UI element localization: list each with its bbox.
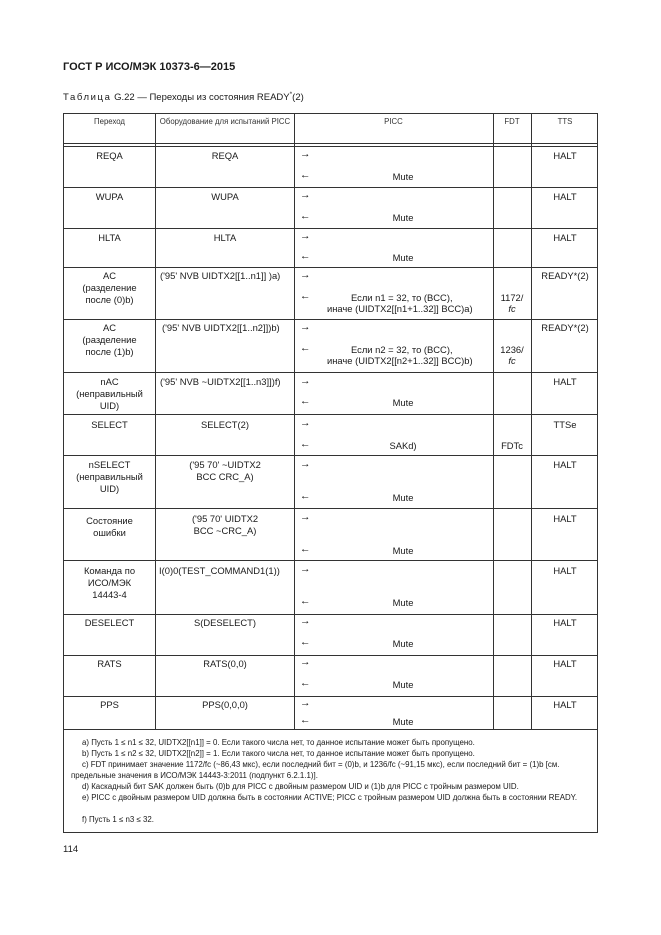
tts-cell: HALT <box>553 513 577 524</box>
pcd-cell: ('95 70' ~UIDTX2 <box>189 459 261 470</box>
footnote-a: a) Пусть 1 ≤ n1 ≤ 32, UIDTX2[[n1]] = 0. Если такого числа нет, то данное испытание может быть пропущено. <box>82 738 475 747</box>
row-divider <box>64 655 597 656</box>
arrow-left-icon: ← <box>300 490 311 502</box>
tts-cell: HALT <box>553 150 577 161</box>
picc-cell: Если n2 = 32, то (BCC), <box>351 344 453 355</box>
arrow-left-icon: ← <box>300 636 311 648</box>
col-header-transition: Переход <box>94 117 125 126</box>
arrow-left-icon: ← <box>300 250 311 262</box>
transition-cell: (разделение <box>82 334 137 345</box>
arrow-right-icon: → <box>300 375 311 387</box>
fdt-cell: 1172/ <box>500 292 524 303</box>
pcd-cell: ('95' NVB UIDTX2[[1..n1]] )a) <box>160 270 281 281</box>
transition-cell: WUPA <box>95 191 124 202</box>
transition-cell: ошибки <box>93 527 126 538</box>
row-divider <box>64 560 597 561</box>
picc-cell: Mute <box>392 597 414 608</box>
caption-label: Таблица <box>63 92 112 103</box>
tts-cell: HALT <box>553 232 577 243</box>
table-caption <box>63 92 304 103</box>
transition-cell: DESELECT <box>84 617 135 628</box>
transition-cell: 14443-4 <box>92 589 127 600</box>
picc-cell: Mute <box>392 679 414 690</box>
arrow-right-icon: → <box>300 417 311 429</box>
fdt-cell: 1236/ <box>500 344 524 355</box>
transition-cell: REQA <box>96 150 123 161</box>
pcd-cell: ('95' NVB ~UIDTX2[[1..n3]])f) <box>160 376 281 387</box>
footnote-d: d) Каскадный бит SAK должен быть (0)b для PICC с двойным размером UID и (1)b для PICC с тройным размером UID. <box>82 782 519 791</box>
transition-cell: UID) <box>99 483 120 494</box>
tts-cell: HALT <box>553 617 577 628</box>
arrow-left-icon: ← <box>300 543 311 555</box>
transition-cell: HLTA <box>98 232 121 243</box>
transition-cell: (разделение <box>82 282 137 293</box>
arrow-left-icon: ← <box>300 210 311 222</box>
pcd-cell: WUPA <box>211 191 239 202</box>
col-header-fdt: FDT <box>504 117 520 126</box>
pcd-cell: RATS(0,0) <box>203 658 247 669</box>
arrow-left-icon: ← <box>300 595 311 607</box>
col-header-picc: PICC <box>384 117 403 126</box>
transition-cell: ИСО/МЭК <box>87 577 132 588</box>
arrow-right-icon: → <box>300 563 311 575</box>
pcd-cell: HLTA <box>213 232 237 243</box>
arrow-right-icon: → <box>300 697 311 709</box>
arrow-right-icon: → <box>300 656 311 668</box>
transition-cell: Состояние <box>86 515 133 526</box>
arrow-left-icon: ← <box>300 677 311 689</box>
picc-cell: Mute <box>392 397 414 408</box>
picc-cell: Mute <box>392 492 414 503</box>
fdt-cell: fc <box>508 355 516 366</box>
arrow-right-icon: → <box>300 148 311 160</box>
page-number: 114 <box>63 844 79 855</box>
row-divider <box>64 187 597 188</box>
tts-cell: HALT <box>553 658 577 669</box>
pcd-cell: ('95' NVB UIDTX2[[1..n2]])b) <box>162 322 280 333</box>
row-divider <box>64 372 597 373</box>
transition-cell: AC <box>102 270 117 281</box>
arrow-right-icon: → <box>300 615 311 627</box>
picc-cell: SAKd) <box>389 440 417 451</box>
footnote-c: c) FDT принимает значение 1172/fc (~86,43 мкс), если последний бит = (0)b, и 1236/fc (~91,15 мкс), если последний бит = (1)b [см. предельные значения в ИСО/МЭК 14443-3:2011 (подпункт 6.2.1.1)]. <box>71 760 560 780</box>
arrow-right-icon: → <box>300 269 311 281</box>
row-divider <box>64 455 597 456</box>
fdt-cell: fc <box>508 303 516 314</box>
pcd-cell: S(DESELECT) <box>194 617 256 628</box>
arrow-right-icon: → <box>300 189 311 201</box>
caption-text: — Переходы из состояния READY <box>134 92 290 103</box>
transition-cell: после (1)b) <box>85 346 134 357</box>
transition-cell: Команда по <box>83 565 136 576</box>
tts-cell: READY*(2) <box>541 270 589 281</box>
transition-cell: AC <box>102 322 117 333</box>
pcd-cell: SELECT(2) <box>201 419 249 430</box>
row-divider <box>64 228 597 229</box>
col-divider <box>294 114 295 729</box>
arrow-right-icon: → <box>300 230 311 242</box>
arrow-right-icon: → <box>300 511 311 523</box>
tts-cell: TTSe <box>553 419 577 430</box>
tts-cell: READY*(2) <box>541 322 589 333</box>
picc-cell: Mute <box>392 171 414 182</box>
transition-cell: PPS <box>100 699 119 710</box>
pcd-cell: ('95 70' UIDTX2 <box>191 513 259 524</box>
arrow-left-icon: ← <box>300 395 311 407</box>
arrow-left-icon: ← <box>300 714 311 726</box>
caption-tail: (2) <box>292 92 304 103</box>
footnote-f: f) Пусть 1 ≤ n3 ≤ 32. <box>82 815 154 824</box>
row-divider <box>64 143 597 144</box>
tts-cell: HALT <box>553 376 577 387</box>
tts-cell: HALT <box>553 459 577 470</box>
picc-cell: иначе (UIDTX2[[n1+1..32]] BCC)a) <box>327 303 473 314</box>
footnote-e: e) PICC с двойным размером UID должна быть в состоянии ACTIVE; PICC с тройным размером UID должна быть в состоянии READY. <box>82 793 578 802</box>
transition-cell: UID) <box>99 400 120 411</box>
caption-number: G.22 <box>114 92 135 103</box>
picc-cell: Mute <box>392 716 414 727</box>
col-header-pcd: Оборудование для испытаний PICC <box>159 117 291 126</box>
tts-cell: HALT <box>553 565 577 576</box>
picc-cell: Mute <box>392 212 414 223</box>
arrow-left-icon: ← <box>300 438 311 450</box>
footnote-b: b) Пусть 1 ≤ n2 ≤ 32, UIDTX2[[n2]] = 1. Если такого числа нет, то данное испытание может быть пропущено. <box>82 749 475 758</box>
row-divider <box>64 267 597 268</box>
arrow-left-icon: ← <box>300 290 311 302</box>
transition-cell: RATS <box>97 658 122 669</box>
transition-cell: nAC <box>100 376 119 387</box>
row-divider <box>64 414 597 415</box>
row-divider <box>64 614 597 615</box>
pcd-cell: PPS(0,0,0) <box>202 699 248 710</box>
transition-cell: (неправильный <box>76 388 143 399</box>
row-divider <box>64 696 597 697</box>
col-header-tts: TTS <box>557 117 573 126</box>
arrow-right-icon: → <box>300 458 311 470</box>
arrow-right-icon: → <box>300 321 311 333</box>
transition-cell: после (0)b) <box>85 294 134 305</box>
caption-sup: * <box>289 90 293 98</box>
transition-cell: nSELECT <box>88 459 131 470</box>
pcd-cell: REQA <box>211 150 239 161</box>
pcd-cell: I(0)0(TEST_COMMAND1(1)) <box>159 565 280 576</box>
fdt-cell: FDTc <box>501 440 523 451</box>
picc-cell: Mute <box>392 545 414 556</box>
pcd-cell: BCC CRC_A) <box>196 471 254 482</box>
arrow-left-icon: ← <box>300 169 311 181</box>
row-divider <box>64 508 597 509</box>
row-divider <box>64 319 597 320</box>
document-header: ГОСТ Р ИСО/МЭК 10373-6—2015 <box>63 61 236 73</box>
transition-cell: SELECT <box>91 419 128 430</box>
row-divider <box>64 146 597 147</box>
picc-cell: Mute <box>392 638 414 649</box>
transition-cell: (неправильный <box>76 471 143 482</box>
picc-cell: Mute <box>392 252 414 263</box>
picc-cell: Если n1 = 32, то (BCC), <box>351 292 453 303</box>
arrow-left-icon: ← <box>300 342 311 354</box>
tts-cell: HALT <box>553 699 577 710</box>
tts-cell: HALT <box>553 191 577 202</box>
row-divider <box>64 729 597 730</box>
transitions-table <box>63 113 598 833</box>
picc-cell: иначе (UIDTX2[[n2+1..32]] BCC)b) <box>327 355 473 366</box>
pcd-cell: BCC ~CRC_A) <box>193 525 257 536</box>
col-divider <box>493 114 494 729</box>
